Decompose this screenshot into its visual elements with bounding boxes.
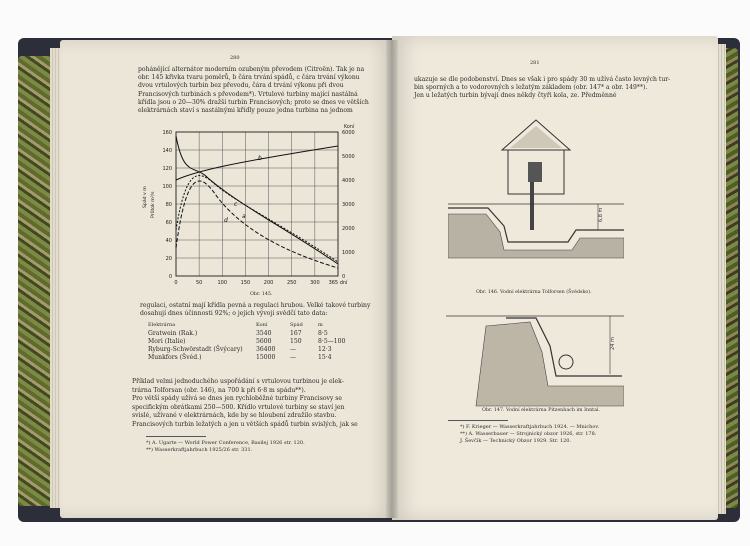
x-tick-label: 300: [310, 280, 320, 286]
y2-tick-label: 2000: [342, 226, 355, 232]
text-line: Příklad velmi jednoduchého uspořádání s vrtulovou turbinou je elek-: [132, 378, 344, 385]
y-tick-label: 20: [165, 256, 172, 262]
table-cell: Gratwein (Rak.): [148, 330, 198, 337]
left-page-number: 280: [230, 55, 240, 61]
x-tick-label: 150: [240, 280, 251, 286]
footnote-line: **) A. Wasserbauer — Strojnický obzor 1926, str. 178.: [460, 431, 597, 437]
figure-145-chart: [138, 118, 370, 294]
text-line: regulaci, ostatní mají křídla pevná a regulaci hrubou. Velké takové turbiny: [140, 302, 371, 309]
right-page-number: 281: [530, 60, 540, 66]
y2-tick-label: 3000: [342, 202, 355, 208]
turbine-wheel: [559, 355, 573, 369]
y-tick-label: 160: [162, 130, 172, 136]
table-cell: 8·5—100: [318, 338, 346, 345]
table-cell: Munkfors (Švéd.): [148, 354, 202, 361]
table-cell: 12·3: [318, 346, 332, 353]
y2-tick-label: 4000: [342, 178, 355, 184]
footnote-line: **) Wasserkraftjahrbuch 1925/26 str. 331.: [146, 447, 253, 453]
figure-146-drawing: [448, 118, 624, 284]
y-tick-label: 100: [162, 184, 172, 190]
y3-axis-label: Koní: [344, 125, 355, 130]
table-cell: Mori (Italie): [148, 338, 186, 345]
table-cell: —: [290, 354, 297, 361]
text-line: specifickým obrátkami 250—500. Křídlo vrtulové turbiny se staví jen: [132, 403, 345, 411]
y2-tick-label: 6000: [342, 130, 355, 136]
table-cell: 15·4: [318, 354, 332, 361]
x-tick-label: 200: [263, 280, 274, 286]
table-cell: Ryburg-Schwörstadt (Švýcary): [148, 346, 243, 353]
figure-146-caption: Obr. 146. Vodní elektrárna Tolforsen (Švédsko).: [476, 290, 592, 295]
chart-graphics: [141, 123, 355, 286]
text-line: Francisových turbin ležatých a jen u větších spádů turbin svislých, jak se: [132, 421, 358, 428]
table-cell: —: [290, 346, 297, 353]
text-line: Jen u ležatých turbin bývají dnes někdy čtyři kola, ze. Předměnné: [414, 92, 617, 100]
footnote-line: *) F. Krieger — Wasserkraftjahrbuch 1924. — Mnichov.: [460, 424, 600, 430]
text-line: křídla jsou o 20—30% dražší turbin Francisových; proto se dnes ve větších: [138, 98, 369, 106]
curve-label: b: [258, 155, 262, 162]
curve-label: d: [224, 217, 228, 224]
text-line: dosahují dnes účinnosti 92%; o jejich vývoji svědčí tato data:: [140, 310, 328, 318]
x-tick-label: 100: [217, 280, 228, 286]
footnote-rule-left: [146, 436, 206, 437]
text-line: trárna Tolforsan (obr. 146), na 700 k při 6·8 m spádu**).: [132, 386, 306, 394]
generator-shape: [528, 162, 542, 182]
book-gutter: [386, 40, 398, 518]
y-tick-label: 60: [165, 220, 172, 226]
table-header-cell: m: [318, 322, 323, 328]
text-line: obr. 145 křivka tvaru poměrů, b čára trvání spádů, c čára trvání výkonu: [138, 74, 360, 82]
dam-hatch: [476, 322, 624, 406]
chart-curve: [176, 181, 338, 268]
text-line: Pro větší spády užívá se dnes jen rychloběžné turbiny Francisovy se: [132, 395, 343, 403]
text-line: pohánějící alternátor moderním ozubeným převodem (Citroën). Tak je na: [138, 66, 365, 73]
text-line: bin sporných a to vodorovných s ležatým základem (obr. 147* a obr. 149**).: [414, 84, 648, 92]
table-cell: 15000: [256, 354, 276, 361]
figure-147-drawing: [446, 306, 624, 410]
curve-label: c: [234, 201, 238, 208]
text-line: Francisových turbinách s převodem*). Vrtulové turbiny mající nastálná: [138, 90, 358, 98]
footnote-rule-right: [448, 420, 508, 421]
roof-hatch: [510, 126, 562, 148]
x-tick-label: 50: [195, 280, 203, 286]
curve-label: a: [242, 213, 246, 220]
table-header-cell: Koní: [256, 322, 268, 328]
x-tick-label: 0: [174, 280, 178, 286]
y-tick-label: 80: [165, 202, 172, 208]
y-tick-label: 40: [165, 238, 172, 244]
table-cell: 8·5: [318, 330, 328, 337]
footnote-line: *) A. Ugarte — World Power Conference, Basilej 1926 str. 120.: [146, 440, 305, 446]
figure-147-caption: Obr. 147. Vodní elektrárna Pitzenbach im Inntal.: [482, 408, 601, 413]
text-line: ukazuje se dle podobenství. Dnes se však i pro spády 30 m užívá často levných tur-: [414, 76, 671, 83]
head-dimension-label: 6,8 m: [598, 207, 604, 222]
y2-tick-label: 5000: [342, 154, 355, 160]
y2-tick-label: 1000: [342, 250, 355, 256]
table-cell: 3540: [256, 330, 272, 337]
chart-curve: [176, 176, 338, 262]
table-header-cell: Spád: [290, 322, 303, 328]
chart-curve: [176, 136, 338, 264]
table-cell: 150: [290, 338, 302, 345]
y-tick-label: 0: [168, 274, 172, 280]
chart-curve: [176, 146, 338, 180]
x-tick-label: 365 dní: [328, 280, 348, 286]
table-header-cell: Elektrárna: [148, 322, 176, 328]
y-axis-label: Spád v m: [143, 186, 148, 208]
table-cell: 167: [290, 330, 302, 337]
text-line: svislé, užívané v elektrárnách, kde by se hloubení zdražilo stavbu.: [132, 412, 337, 420]
y-axis-label-2: Průtok m³/s: [151, 191, 156, 218]
figure-145-caption: Obr. 145.: [250, 292, 273, 297]
table-cell: 36400: [256, 346, 276, 353]
text-line: elektrárnách staví s nastálnými křídly pouze jedna turbina na jednom: [138, 107, 353, 114]
text-line: dvou vrtulových turbin bez převodu, čára d trvání výkonu při dvou: [138, 82, 344, 90]
y2-tick-label: 0: [342, 274, 346, 280]
y-tick-label: 120: [162, 166, 172, 172]
dam-dimension-label: 24 m: [610, 337, 616, 350]
turbine-shaft: [530, 182, 534, 230]
footnote-line: J. Ševčík — Technický Obzor 1929. Str. 120.: [460, 438, 572, 444]
table-cell: 5600: [256, 338, 272, 345]
x-tick-label: 250: [286, 280, 297, 286]
y-tick-label: 140: [162, 148, 172, 154]
